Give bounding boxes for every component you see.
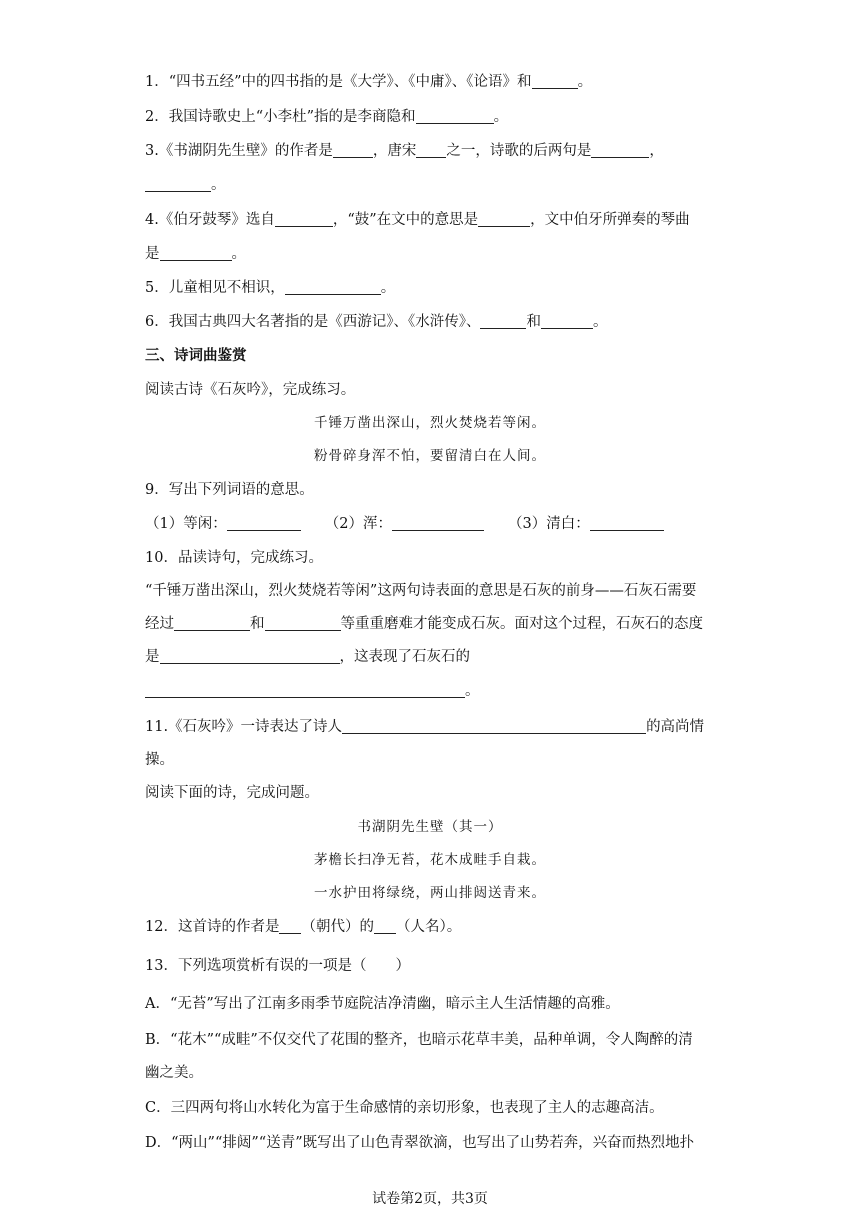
- answer-blank: [591, 142, 649, 158]
- answer-blank: [275, 211, 333, 227]
- answer-blank: [333, 142, 373, 158]
- answer-blank: [478, 211, 530, 227]
- answer-blank: [374, 918, 396, 934]
- option-c: C．三四两句将山水转化为富于生命感情的亲切形象，也表现了主人的志趣高洁。: [145, 1100, 664, 1116]
- answer-blank: [416, 142, 446, 158]
- question-3-cont: 。: [145, 175, 725, 195]
- question-10-text: 。: [145, 681, 725, 701]
- answer-blank: [145, 176, 211, 192]
- answer-blank: [532, 73, 578, 89]
- question-6: 6．我国古典四大名著指的是《西游记》、《水浒传》、 和 。: [145, 314, 608, 330]
- option-d: D．“两山”“排闼”“送青”既写出了山色青翠欲滴，也写出了山势若奔，兴奋而热烈地扑: [145, 1135, 695, 1151]
- answer-blank: [416, 108, 494, 124]
- answer-blank: [285, 279, 381, 295]
- question-9: 9．写出下列词语的意思。: [145, 482, 314, 498]
- answer-blank: [227, 515, 301, 531]
- option-b-cont: 幽之美。: [145, 1065, 203, 1081]
- question-10-text: 经过 和 等重重磨难才能变成石灰。面对这个过程，石灰石的态度: [145, 616, 703, 632]
- question-10: 10．品读诗句，完成练习。: [145, 550, 323, 566]
- poem-title: 书湖阴先生壁（其一）: [357, 819, 503, 835]
- answer-blank: [342, 718, 646, 734]
- question-13: 13．下列选项赏析有误的一项是（ ）: [145, 958, 410, 974]
- question-11-cont: 操。: [145, 752, 174, 768]
- answer-blank: [480, 313, 526, 329]
- question-5: 5．儿童相见不相识， 。: [145, 280, 396, 296]
- answer-blank: [145, 682, 465, 698]
- question-9-items: （1）等闲： （2）浑： （3）清白：: [145, 514, 725, 534]
- answer-blank: [265, 615, 341, 631]
- question-2: 2．我国诗歌史上“小李杜”指的是李商隐和 。: [145, 109, 509, 125]
- section-heading: 三、诗词曲鉴赏: [145, 347, 247, 364]
- answer-blank: [279, 918, 301, 934]
- answer-blank: [174, 615, 250, 631]
- page-footer: 试卷第2页，共3页: [372, 1191, 488, 1207]
- answer-blank: [392, 515, 484, 531]
- question-4: 4.《伯牙鼓琴》选自 ，“鼓”在文中的意思是 ，文中伯牙所弹奏的琴曲: [145, 212, 690, 228]
- question-11: 11.《石灰吟》一诗表达了诗人 的高尚情: [145, 719, 705, 735]
- option-a: A．“无苔”写出了江南多雨季节庭院洁净清幽，暗示主人生活情趣的高雅。: [145, 996, 620, 1012]
- answer-blank: [160, 648, 340, 664]
- question-12: 12．这首诗的作者是 （朝代）的 （人名）。: [145, 919, 462, 935]
- answer-blank: [541, 313, 593, 329]
- answer-blank: [590, 515, 664, 531]
- poem-line: 一水护田将绿绕，两山排闼送青来。: [314, 885, 546, 901]
- poem-line: 粉骨碎身浑不怕，要留清白在人间。: [314, 448, 546, 464]
- poem-line: 千锤万凿出深山，烈火焚烧若等闲。: [314, 415, 546, 431]
- question-3: 3.《书湖阴先生壁》的作者是 ，唐宋 之一，诗歌的后两句是 ，: [145, 143, 664, 159]
- reading-instruction: 阅读古诗《石灰吟》，完成练习。: [145, 382, 356, 398]
- question-4-cont: 是 。: [145, 246, 246, 262]
- reading-instruction: 阅读下面的诗，完成问题。: [145, 785, 319, 801]
- question-10-text: “千锤万凿出深山，烈火焚烧若等闲”这两句诗表面的意思是石灰的前身——石灰石需要: [145, 583, 697, 599]
- answer-blank: [160, 245, 232, 261]
- poem-line: 茅檐长扫净无苔，花木成畦手自栽。: [314, 852, 546, 868]
- option-b: B．“花木”“成畦”不仅交代了花围的整齐，也暗示花草丰美，品种单调，令人陶醉的清: [145, 1032, 693, 1048]
- question-10-text: 是 ，这表现了石灰石的: [145, 649, 470, 665]
- question-1: 1．“四书五经”中的四书指的是《大学》、《中庸》、《论语》和 。: [145, 74, 593, 90]
